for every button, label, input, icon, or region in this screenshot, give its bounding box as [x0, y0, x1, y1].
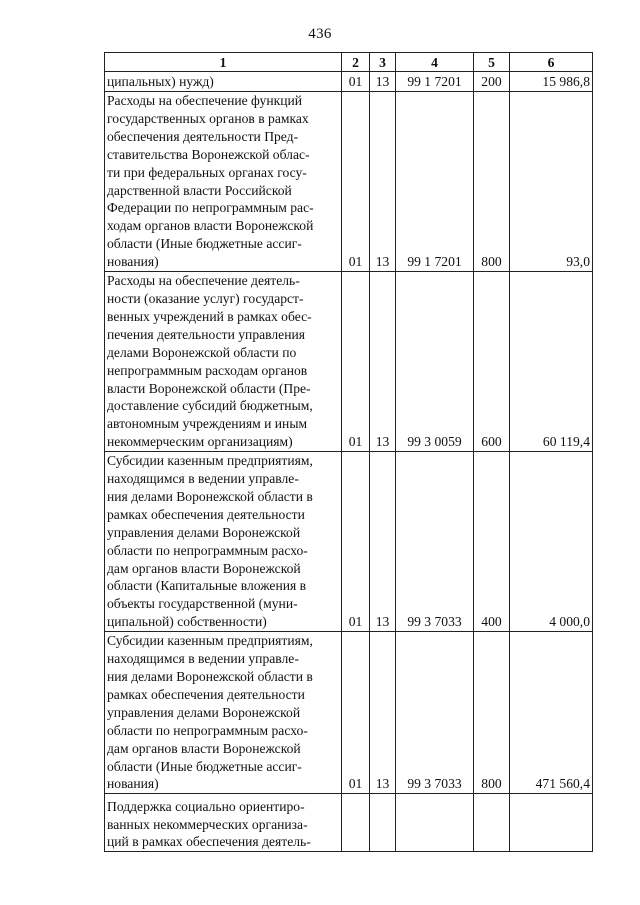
table-row	[105, 92, 593, 272]
expense-type-code: 400	[474, 452, 510, 632]
page-number: 436	[308, 26, 332, 42]
table-row	[105, 72, 593, 92]
target-article-code: 99 3 7033	[396, 632, 474, 794]
subsection-code: 13	[370, 72, 396, 92]
column-header: 1	[105, 53, 342, 72]
table-row	[105, 272, 593, 452]
column-header: 3	[370, 53, 396, 72]
target-article-code: 99 1 7201	[396, 72, 474, 92]
column-header: 5	[474, 53, 510, 72]
target-article-code: 99 3 0059	[396, 272, 474, 452]
section-code: 01	[342, 92, 370, 272]
target-article-code	[396, 794, 474, 852]
column-header: 6	[510, 53, 593, 72]
subsection-code: 13	[370, 452, 396, 632]
section-code: 01	[342, 72, 370, 92]
expense-type-code: 800	[474, 632, 510, 794]
expense-type-code: 200	[474, 72, 510, 92]
budget-table	[104, 52, 593, 852]
table-row	[105, 632, 593, 794]
column-header: 4	[396, 53, 474, 72]
amount: 60 119,4	[510, 272, 593, 452]
column-header: 2	[342, 53, 370, 72]
subsection-code: 13	[370, 632, 396, 794]
section-code	[342, 794, 370, 852]
expense-description: Расходы на обеспечение функций государственных органов в рамках обеспечения деятельности Пред- ставительства Воронежской облас- ти при федеральных органах госу- дарственной власти Российской Федерации по непрограммным рас- ходам органов власти Воронежской области (Иные бюджетные ассиг- нования)	[105, 92, 342, 272]
expense-description: ципальных) нужд)	[105, 72, 342, 92]
expense-description: Расходы на обеспечение деятель- ности (оказание услуг) государст- венных учреждений в рамках обес- печения деятельности управления делами Воронежской области по непрограммным расходам органов власти Воронежской области (Пре- доставление субсидий бюджетным, автономным учреждениям и иным некоммерческим организациям)	[105, 272, 342, 452]
table-row	[105, 794, 593, 852]
target-article-code: 99 1 7201	[396, 92, 474, 272]
amount: 15 986,8	[510, 72, 593, 92]
section-code: 01	[342, 272, 370, 452]
amount: 93,0	[510, 92, 593, 272]
amount: 471 560,4	[510, 632, 593, 794]
expense-description: Поддержка социально ориентиро- ванных некоммерческих организа- ций в рамках обеспечения деятель-	[105, 794, 342, 852]
table-row	[105, 452, 593, 632]
amount: 4 000,0	[510, 452, 593, 632]
expense-description: Субсидии казенным предприятиям, находящимся в ведении управле- ния делами Воронежской области в рамках обеспечения деятельности управления делами Воронежской области по непрограммным расхо- дам органов власти Воронежской области (Иные бюджетные ассиг- нования)	[105, 632, 342, 794]
target-article-code: 99 3 7033	[396, 452, 474, 632]
subsection-code	[370, 794, 396, 852]
subsection-code: 13	[370, 92, 396, 272]
table-header-row	[105, 53, 593, 72]
expense-type-code	[474, 794, 510, 852]
amount	[510, 794, 593, 852]
expense-description: Субсидии казенным предприятиям, находящимся в ведении управле- ния делами Воронежской области в рамках обеспечения деятельности управления делами Воронежской области по непрограммным расхо- дам органов власти Воронежской области (Капитальные вложения в объекты государственной (муни- ципальной) собственности)	[105, 452, 342, 632]
section-code: 01	[342, 632, 370, 794]
subsection-code: 13	[370, 272, 396, 452]
expense-type-code: 800	[474, 92, 510, 272]
expense-type-code: 600	[474, 272, 510, 452]
section-code: 01	[342, 452, 370, 632]
